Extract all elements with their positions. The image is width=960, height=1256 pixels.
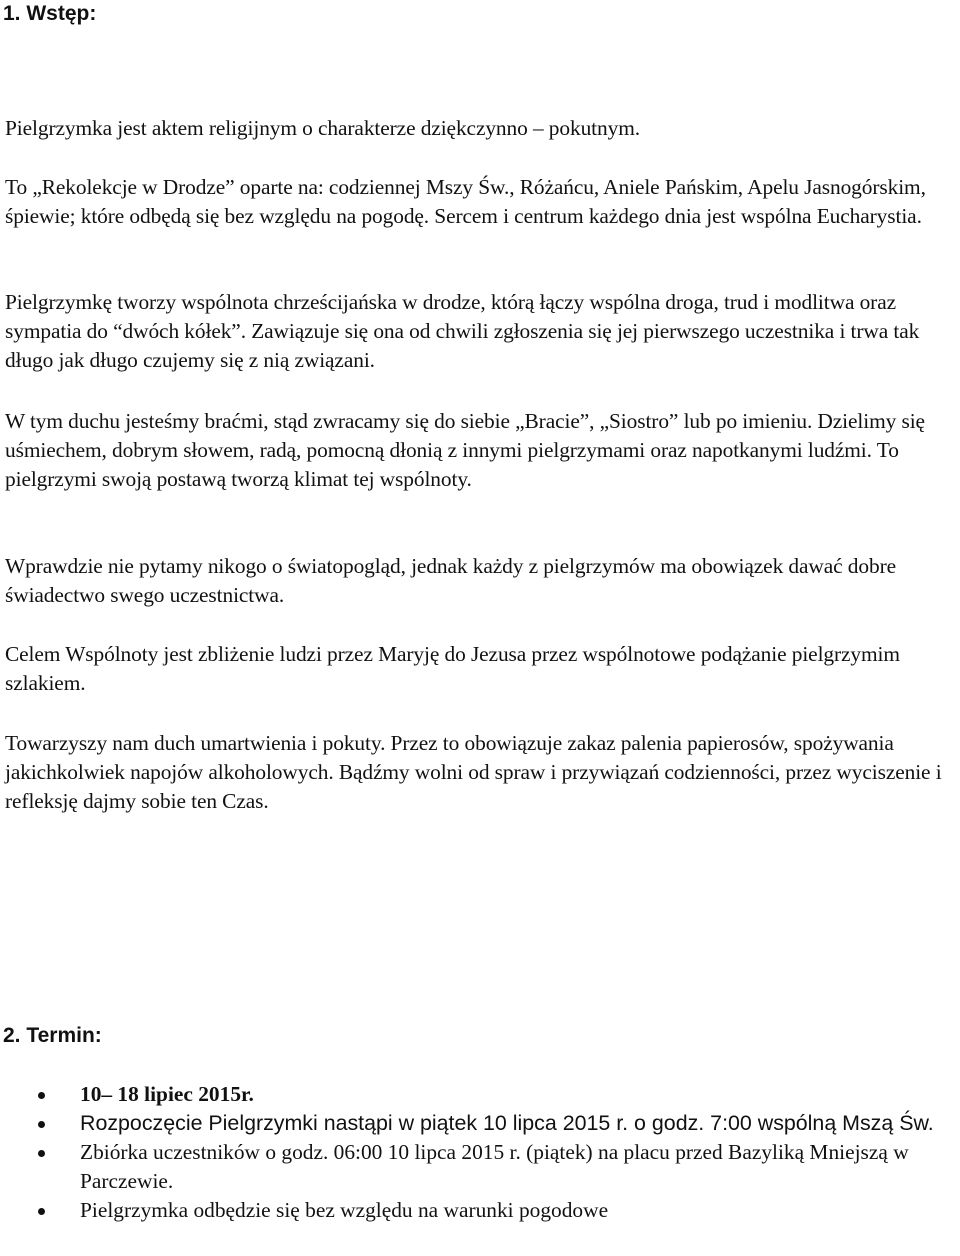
date-range: 10– 18 lipiec 2015r.: [80, 1082, 254, 1106]
section-heading-date: 2. Termin:: [3, 1024, 102, 1047]
paragraph-goal: Celem Wspólnoty jest zbliżenie ludzi przez Maryję do Jezusa przez wspólnotowe podążanie pielgrzymim szlakiem.: [5, 642, 900, 695]
paragraph-community: Pielgrzymkę tworzy wspólnota chrześcijańska w drodze, którą łączy wspólna droga, trud i modlitwa oraz sympatia do “dwóch kółek”. Zawiązuje się ona od chwili zgłoszenia się jej pierwszego uczestnika i trwa tak długo jak długo czujemy się z nią związani.: [5, 290, 920, 372]
list-item: [0, 1080, 950, 1109]
bullet-icon: [38, 1208, 45, 1215]
bullet-icon: [38, 1121, 45, 1128]
section-heading-intro: 1. Wstęp:: [3, 2, 97, 25]
list-item: [0, 1138, 950, 1196]
bullet-icon: [38, 1092, 45, 1099]
date-details-list: [0, 1080, 950, 1225]
start-info: Rozpoczęcie Pielgrzymki nastąpi w piątek 10 lipca 2015 r. o godz. 7:00 wspólną Mszą Św.: [80, 1111, 934, 1135]
paragraph-brotherhood: W tym duchu jesteśmy braćmi, stąd zwracamy się do siebie „Bracie”, „Siostro” lub po imieniu. Dzielimy się uśmiechem, dobrym słowem, radą, pomocną dłonią z innymi pielgrzymami oraz napotkanymi ludźmi. To pielgrzymi swoją postawą tworzą klimat tej wspólnoty.: [5, 409, 925, 491]
gathering-info: Zbiórka uczestników o godz. 06:00 10 lipca 2015 r. (piątek) na placu przed Bazyliką Mniejszą w Parczewie.: [80, 1140, 909, 1193]
weather-info: Pielgrzymka odbędzie się bez względu na warunki pogodowe: [80, 1198, 609, 1222]
list-item: [0, 1196, 950, 1225]
paragraph-worldview: Wprawdzie nie pytamy nikogo o światopogląd, jednak każdy z pielgrzymów ma obowiązek dawać dobre świadectwo swego uczestnictwa.: [5, 554, 896, 607]
paragraph-retreat-text: To „Rekolekcje w Drodze” oparte na: codziennej Mszy Św., Różańcu, Aniele Pańskim, Apelu Jasnogórskim, śpiewie; które odbędą się bez względu na pogodę. Sercem i centrum każdego dnia jest wspólna Eucharystia.: [5, 175, 926, 228]
bullet-icon: [38, 1150, 45, 1157]
paragraph-penance: Towarzyszy nam duch umartwienia i pokuty. Przez to obowiązuje zakaz palenia papierosów, spożywania jakichkolwiek napojów alkoholowych. Bądźmy wolni od spraw i przywiązań codzienności, przez wyciszenie i refleksję dajmy sobie ten Czas.: [5, 731, 942, 813]
paragraph-retreat: [5, 173, 955, 231]
paragraph-definition: Pielgrzymka jest aktem religijnym o charakterze dziękczynno – pokutnym.: [5, 116, 641, 140]
list-item: [0, 1109, 950, 1138]
